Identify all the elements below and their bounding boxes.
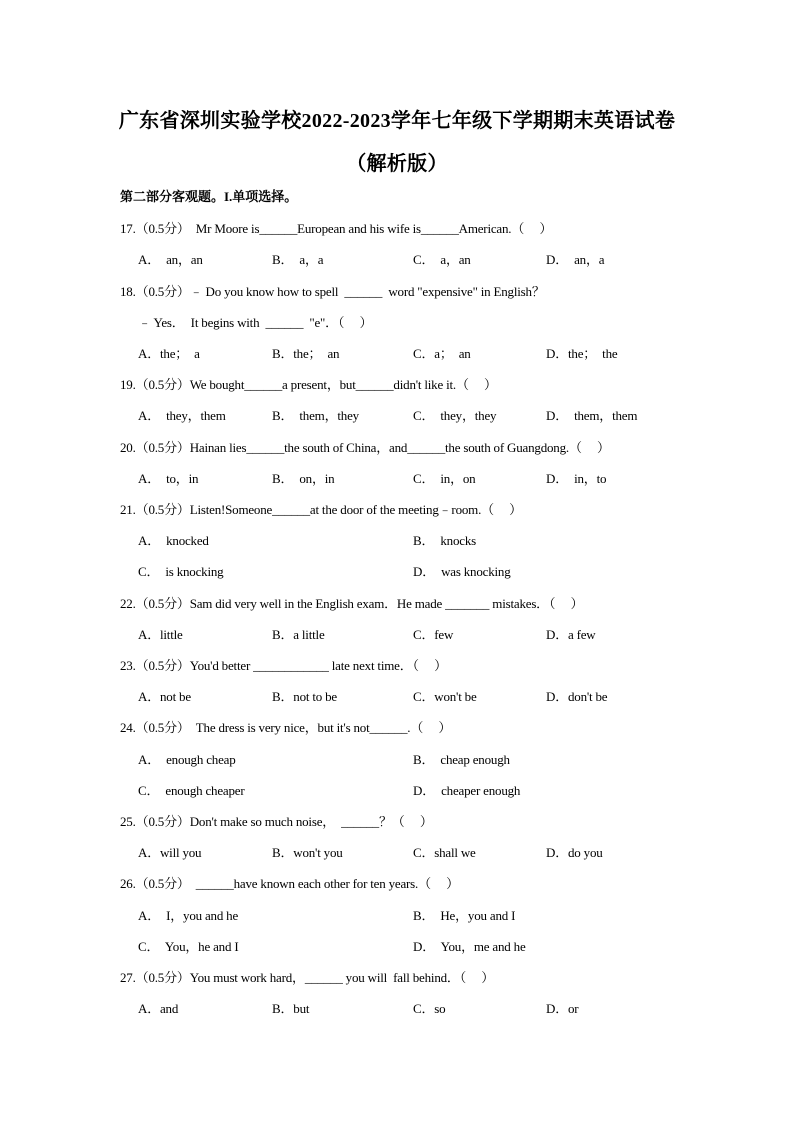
q18-option-c: C．a； an <box>413 346 471 361</box>
q22-option-d: D．a few <box>546 627 596 642</box>
q19-option-a: A． they，them <box>138 408 226 423</box>
q21-option-b: B． knocks <box>413 533 477 548</box>
q18-option-d: D．the； the <box>546 346 618 361</box>
document-title: 广东省深圳实验学校2022-2023学年七年级下学期期末英语试卷 <box>118 110 676 132</box>
q21-option-c: C． is knocking <box>138 564 224 579</box>
q18-option-a: A．the； a <box>138 346 200 361</box>
question-18-line2: ﹣ Yes． It begins with ______ "e"．（ ） <box>132 315 373 330</box>
q25-option-b: B．won't you <box>272 845 343 860</box>
question-19: 19.（0.5分）We bought______a present，but______didn't like it.（ ） <box>120 377 497 392</box>
q24-option-d: D． cheaper enough <box>413 783 521 798</box>
q25-option-a: A．will you <box>138 845 202 860</box>
question-18: 18.（0.5分）﹣ Do you know how to spell ______ word "expensive" in English？ <box>120 284 545 299</box>
q22-option-c: C．few <box>413 627 454 642</box>
question-27: 27.（0.5分）You must work hard，______ you will fall behind．（ ） <box>120 970 495 985</box>
question-26: 26.（0.5分） ______have known each other for ten years.（ ） <box>120 876 459 891</box>
q23-option-a: A．not be <box>138 689 191 704</box>
q19-option-b: B． them，they <box>272 408 359 423</box>
q19-option-c: C． they，they <box>413 408 497 423</box>
q20-option-b: B． on，in <box>272 471 335 486</box>
document-subtitle: （解析版） <box>346 153 448 175</box>
q17-option-d: D． an，a <box>546 252 605 267</box>
q27-option-b: B．but <box>272 1001 310 1016</box>
q21-option-d: D． was knocking <box>413 564 511 579</box>
q25-option-d: D．do you <box>546 845 603 860</box>
q26-option-b: B． He，you and I <box>413 908 516 923</box>
question-25: 25.（0.5分）Don't make so much noise， ______？（ ） <box>120 814 433 829</box>
question-24: 24.（0.5分） The dress is very nice，but it's not______.（ ） <box>120 720 452 735</box>
question-21: 21.（0.5分）Listen!Someone______at the door of the meeting﹣room.（ ） <box>120 502 522 517</box>
section-heading: 第二部分客观题。I.单项选择。 <box>120 189 298 204</box>
q26-option-d: D． You，me and he <box>413 939 526 954</box>
question-17: 17.（0.5分） Mr Moore is______European and his wife is______American.（ ） <box>120 221 553 236</box>
q26-option-a: A． I，you and he <box>138 908 239 923</box>
q27-option-a: A．and <box>138 1001 179 1016</box>
q26-option-c: C． You，he and I <box>138 939 239 954</box>
q20-option-a: A． to，in <box>138 471 199 486</box>
q27-option-c: C．so <box>413 1001 446 1016</box>
q17-option-c: C． a，an <box>413 252 471 267</box>
q25-option-c: C．shall we <box>413 845 476 860</box>
q19-option-d: D． them，them <box>546 408 638 423</box>
question-22: 22.（0.5分）Sam did very well in the English exam．He made _______ mistakes．（ ） <box>120 596 584 611</box>
q17-option-b: B． a，a <box>272 252 324 267</box>
question-23: 23.（0.5分）You'd better ____________ late next time．（ ） <box>120 658 447 673</box>
q24-option-a: A． enough cheap <box>138 752 236 767</box>
q17-option-a: A． an，an <box>138 252 203 267</box>
q20-option-c: C． in，on <box>413 471 476 486</box>
question-20: 20.（0.5分）Hainan lies______the south of China，and______the south of Guangdong.（ ） <box>120 440 610 455</box>
q21-option-a: A． knocked <box>138 533 209 548</box>
q24-option-c: C． enough cheaper <box>138 783 245 798</box>
q24-option-b: B． cheap enough <box>413 752 510 767</box>
q22-option-b: B．a little <box>272 627 325 642</box>
q22-option-a: A．little <box>138 627 183 642</box>
q23-option-d: D．don't be <box>546 689 608 704</box>
q20-option-d: D． in，to <box>546 471 607 486</box>
q27-option-d: D．or <box>546 1001 579 1016</box>
q18-option-b: B．the； an <box>272 346 340 361</box>
q23-option-b: B．not to be <box>272 689 337 704</box>
q23-option-c: C．won't be <box>413 689 477 704</box>
